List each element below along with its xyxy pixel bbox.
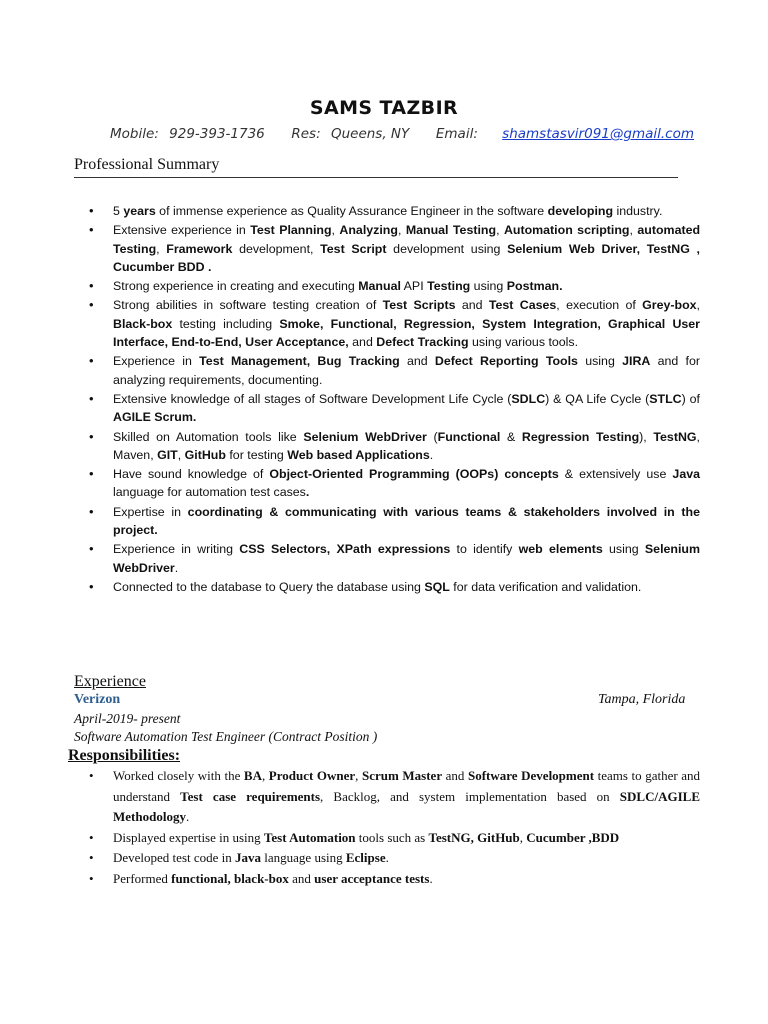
responsibilities-heading: Responsibilities: bbox=[68, 747, 181, 764]
professional-summary-heading: Professional Summary bbox=[74, 156, 220, 173]
summary-divider bbox=[74, 177, 678, 178]
residence-label: Res: bbox=[291, 126, 321, 142]
summary-bullet: • Skilled on Automation tools like Selenium WebDriver (Functional & Regression Testing), TestNG, Maven, GIT, GitHub for testing Web based Applications. bbox=[88, 428, 700, 465]
mobile-number: 929-393-1736 bbox=[169, 126, 265, 142]
responsibilities-list bbox=[88, 766, 700, 889]
responsibility-bullet: • Displayed expertise in using Test Automation tools such as TestNG, GitHub, Cucumber ,BDD bbox=[88, 828, 700, 849]
email-link[interactable]: shamstasvir091@gmail.com bbox=[502, 126, 694, 142]
residence-value: Queens, NY bbox=[330, 126, 410, 142]
job-dates: April-2019- present bbox=[74, 711, 181, 726]
email-label: Email: bbox=[435, 126, 478, 142]
summary-bullet: • Experience in Test Management, Bug Tracking and Defect Reporting Tools using JIRA and for analyzing requirements, documenting. bbox=[88, 352, 700, 389]
summary-bullet: • Extensive knowledge of all stages of Software Development Life Cycle (SDLC) & QA Life Cycle (STLC) of AGILE Scrum. bbox=[88, 390, 700, 427]
candidate-name: SAMS TAZBIR bbox=[309, 97, 459, 119]
experience-heading: Experience bbox=[74, 673, 146, 690]
responsibility-bullet: • Developed test code in Java language using Eclipse. bbox=[88, 848, 700, 869]
responsibility-bullet: • Performed functional, black-box and user acceptance tests. bbox=[88, 869, 700, 890]
job-role: Software Automation Test Engineer (Contract Position ) bbox=[74, 729, 378, 744]
summary-bullet: • Extensive experience in Test Planning, Analyzing, Manual Testing, Automation scripting, automated Testing, Framework development, Test Script development using Selenium Web Driver, TestNG , Cucumber BDD . bbox=[88, 221, 700, 276]
summary-bullet: • 5 years of immense experience as Quality Assurance Engineer in the software developing industry. bbox=[88, 202, 700, 220]
responsibility-bullet: • Worked closely with the BA, Product Owner, Scrum Master and Software Development teams to gather and understand Test case requirements, Backlog, and system implementation based on SDLC/AGILE Methodology. bbox=[88, 766, 700, 828]
summary-list bbox=[88, 202, 700, 597]
summary-bullet: • Expertise in coordinating & communicating with various teams & stakeholders involved in the project. bbox=[88, 503, 700, 540]
summary-bullet: • Strong abilities in software testing creation of Test Scripts and Test Cases, execution of Grey-box, Black-box testing including Smoke, Functional, Regression, System Integration, Graphical User Interface, End-to-End, User Acceptance, and Defect Tracking using various tools. bbox=[88, 296, 700, 351]
job-location: Tampa, Florida bbox=[598, 692, 686, 707]
contact-line bbox=[110, 126, 710, 142]
summary-bullet: • Connected to the database to Query the database using SQL for data verification and validation. bbox=[88, 578, 700, 596]
summary-bullet: • Strong experience in creating and executing Manual API Testing using Postman. bbox=[88, 277, 700, 295]
summary-bullet: • Have sound knowledge of Object-Oriented Programming (OOPs) concepts & extensively use Java language for automation test cases. bbox=[88, 465, 700, 502]
mobile-label: Mobile: bbox=[110, 126, 159, 142]
company-name: Verizon bbox=[74, 692, 121, 707]
summary-bullet: • Experience in writing CSS Selectors, XPath expressions to identify web elements using Selenium WebDriver. bbox=[88, 540, 700, 577]
